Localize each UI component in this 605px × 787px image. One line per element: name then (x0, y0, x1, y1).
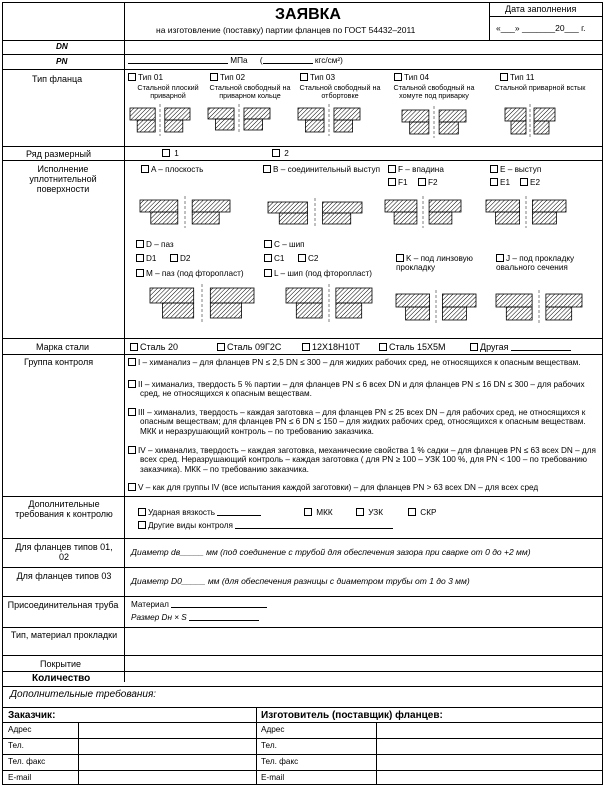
coating-label: Покрытие (40, 659, 82, 669)
steel-label: Марка стали (36, 342, 90, 352)
flange-type-label: Тип фланца (32, 74, 83, 84)
flange-type-desc: Стальной свободный на хомуте под приварку (393, 83, 475, 100)
steel-option[interactable]: Сталь 09Г2С (217, 342, 281, 352)
seal-surface-label: Исполнение уплотнительной поверхности (29, 164, 97, 194)
steel-option[interactable]: Сталь 15Х5М (379, 342, 445, 352)
flange-type-04-drawing (402, 106, 466, 138)
seal-d[interactable]: D – паз (136, 240, 174, 249)
maker-address-label: Адрес (261, 725, 285, 734)
control-group-option[interactable]: III – химанализ, твердость – каждая заготовка – для фланцев PN ≤ 25 всех DN – для рабочих сред, не относящихся к опасным веществам; для фланцев PN ≤ 6 DN ≤ 150 – для жидких рабочих сред, относящихся к опасным веществам. МКК и неразрушающий контроль – по требованию заказчика. (128, 408, 598, 436)
seal-m[interactable]: M – паз (под фторопласт) (136, 269, 244, 278)
flange-type-option[interactable]: Тип 03 (300, 73, 335, 82)
maker-email-label: E-mail (261, 773, 285, 782)
impact-option[interactable]: Ударная вязкость (138, 508, 261, 517)
date-field[interactable]: «___» _______20___ г. (496, 23, 586, 33)
seal-l[interactable]: L – шип (под фторопласт) (264, 269, 372, 278)
seal-c2[interactable]: C2 (298, 254, 318, 263)
size-row-1[interactable]: 1 (162, 149, 179, 158)
maker-fax-label: Тел. факс (261, 757, 299, 766)
diameter-dv-field[interactable]: Диаметр dв_____ мм (под соединение с трубой для обеспечения зазора при сварке от 0 до +2 мм) (131, 547, 531, 557)
flange-type-option[interactable]: Тип 02 (210, 73, 245, 82)
seal-d-drawing (150, 284, 254, 322)
seal-f2[interactable]: F2 (418, 178, 438, 187)
steel-option[interactable]: 12Х18Н10Т (302, 342, 360, 352)
uzk-option[interactable]: УЗК (356, 508, 383, 517)
extra-control-label: Дополнительные требования к контролю (15, 499, 113, 519)
pn-units-kgs: кгс/см² (314, 56, 341, 65)
seal-a[interactable]: A – плоскость (141, 165, 203, 174)
control-group-option[interactable]: IV – химанализ, твердость – каждая заготовка, механические свойства 1 % садки – для фланцев PN ≤ 63 всех DN – для всех сред. Неразрушающий контроль – каждая заготовка ( для PN ≥ 100 – УЗК 100 %, для PN < 100 – по требованию заказчика). МКК – по требованию заказчика. (128, 446, 598, 474)
control-group-label: Группа контроля (24, 357, 94, 367)
pipe-material-field[interactable]: Материал (131, 600, 267, 609)
customer-address-label: Адрес (8, 725, 32, 734)
mkk-option[interactable]: МКК (304, 508, 333, 517)
flange-type-desc: Стальной приварной встык (494, 83, 586, 92)
maker-title: Изготовитель (поставщик) фланцев: (261, 710, 443, 721)
flange-type-option[interactable]: Тип 11 (500, 73, 534, 82)
control-group-option[interactable]: I – химанализ – для фланцев PN ≤ 2,5 DN ≤ 300 – для жидких рабочих сред, не относящихся к опасным веществам. (128, 358, 598, 367)
flange-type-desc: Стальной свободный на отбортовке (299, 83, 381, 100)
customer-email-label: E-mail (8, 773, 32, 782)
pipe-size-field[interactable]: Размер Dн × S (131, 613, 259, 622)
customer-phone-label: Тел. (8, 741, 24, 750)
types-01-02-label: Для фланцев типов 01, 02 (15, 542, 113, 562)
seal-b[interactable]: B – соединительный выступ (263, 165, 383, 174)
form-title: ЗАЯВКА (275, 6, 341, 23)
gasket-label: Тип, материал прокладки (10, 630, 118, 640)
seal-c-drawing (286, 284, 372, 322)
diameter-d0-field[interactable]: Диаметр D0_____ мм (для обеспечения разницы с диаметром трубы от 1 до 3 мм) (131, 576, 470, 586)
size-row-2[interactable]: 2 (272, 149, 289, 158)
skr-option[interactable]: СКР (408, 508, 436, 517)
pipe-label: Присоединительная труба (7, 600, 119, 610)
flange-type-desc: Стальной свободный на приварном кольце (209, 83, 291, 100)
seal-f1[interactable]: F1 (388, 178, 408, 187)
steel-option[interactable]: Сталь 20 (130, 342, 178, 352)
seal-c1[interactable]: C1 (264, 254, 284, 263)
flange-type-11-drawing (505, 104, 555, 138)
maker-phone-label: Тел. (261, 741, 277, 750)
seal-f-drawing (385, 196, 461, 228)
size-row-label: Ряд размерный (26, 149, 92, 159)
extra-requirements-label: Дополнительные требования: (10, 689, 157, 700)
seal-d1[interactable]: D1 (136, 254, 156, 263)
flange-type-desc: Стальной плоский приварной (137, 83, 199, 100)
seal-e-drawing (486, 196, 566, 228)
customer-title: Заказчик: (8, 710, 56, 721)
seal-k-drawing (396, 290, 476, 324)
quantity-label: Количество (32, 673, 91, 684)
seal-j-drawing (496, 290, 582, 324)
control-group-option[interactable]: V – как для группы IV (все испытания каждой заготовки) – для фланцев PN > 63 всех DN – для всех сред (128, 483, 598, 492)
seal-e[interactable]: E – выступ (490, 165, 541, 174)
seal-c[interactable]: C – шип (264, 240, 305, 249)
seal-j[interactable]: J – под прокладку овального сечения (496, 254, 575, 273)
pn-label: PN (56, 57, 68, 66)
steel-option[interactable]: Другая (470, 342, 571, 352)
seal-f[interactable]: F – впадина (388, 165, 444, 174)
date-label: Дата заполнения (505, 4, 577, 14)
flange-type-02-drawing (208, 104, 270, 134)
flange-type-option[interactable]: Тип 04 (394, 73, 429, 82)
types-03-label: Для фланцев типов 03 (16, 571, 112, 581)
seal-d2[interactable]: D2 (170, 254, 190, 263)
flange-type-01-drawing (130, 104, 190, 136)
control-group-option[interactable]: II – химанализ, твердость 5 % партии – для фланцев PN ≤ 6 всех DN и для фланцев PN ≤ 16 DN ≤ 300 – для рабочих сред, не относящихся к опасным веществам. (128, 380, 598, 399)
seal-k[interactable]: K – под линзовую прокладку (396, 254, 473, 273)
pn-field[interactable]: МПа ( кгс/см²) (128, 56, 343, 65)
dn-label: DN (56, 42, 68, 51)
seal-b-drawing (268, 198, 362, 228)
other-control-option[interactable]: Другие виды контроля (138, 521, 393, 530)
flange-type-option[interactable]: Тип 01 (128, 73, 163, 82)
seal-e1[interactable]: E1 (490, 178, 510, 187)
seal-a-drawing (140, 196, 230, 228)
form-subtitle: на изготовление (поставку) партии фланцев по ГОСТ 54432–2011 (156, 25, 416, 35)
flange-type-03-drawing (298, 104, 360, 136)
pn-units-mpa: МПа (230, 56, 248, 65)
customer-fax-label: Тел. факс (8, 757, 46, 766)
seal-e2[interactable]: E2 (520, 178, 540, 187)
